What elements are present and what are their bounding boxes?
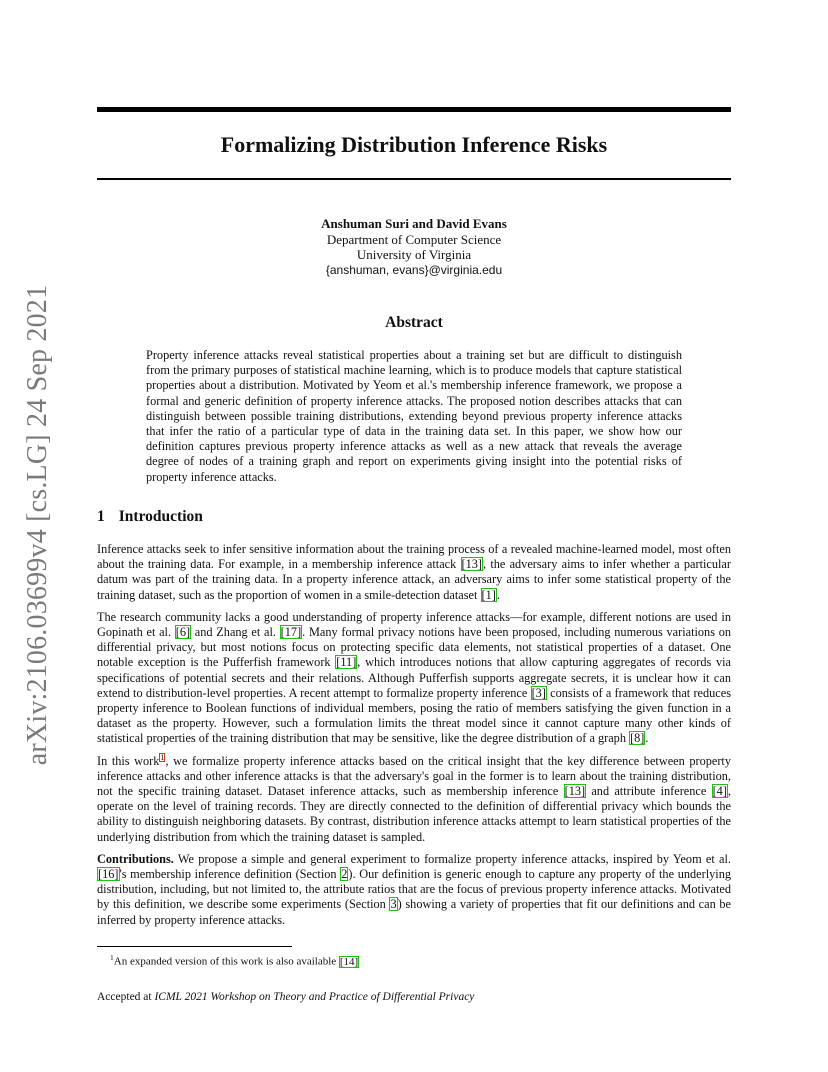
text-span: In this work: [97, 753, 160, 768]
text-span: .: [645, 731, 649, 746]
paper-title: Formalizing Distribution Inference Risks: [220, 132, 608, 157]
citation-link[interactable]: [11]: [336, 655, 357, 670]
title-top-rule: [97, 107, 731, 112]
section-body: [97, 542, 731, 935]
text-span: ) showing a variety of properties that fit our definitions and can be inferred by property inference attacks.: [97, 897, 731, 927]
text-span: , operate on the level of training records. They are directly connected to the definition of differential privacy which bounds the ability to distinguish neighboring datasets. By contrast, distribution inference attacks attempt to learn statistical properties of the underlying distribution from which the training dataset is sampled.: [97, 784, 731, 844]
paragraph-3: [97, 754, 731, 845]
paragraph-4: [97, 852, 731, 928]
text-span: , the adversary aims to infer whether a particular datum was part of the training data. In a property inference attack, an adversary aims to infer some statistical property of the training dataset, such as the proportion of women in a smile-detection dataset: [97, 557, 731, 602]
text-span: ). Our definition is generic enough to capture any property of the underlying distribution, including, but not limited to, the attribute ratios that are the focus of previous property inference attacks. Motivated by this definition, we describe some experiments (Section: [97, 867, 731, 912]
citation-link[interactable]: [16]: [98, 867, 119, 882]
section-title: Introduction: [118, 508, 203, 525]
text-span: .: [496, 587, 500, 602]
text-span: 's membership inference definition (Section: [119, 867, 341, 882]
text-span: . Many formal privacy notions have been proposed, including numerous variations on differential privacy, but most notions focus on protecting specific data elements, not statistical properties of a dataset. One notable exception is the Pufferfish framework: [97, 625, 731, 670]
author-department: Department of Computer Science: [326, 231, 502, 247]
text-span: We propose a simple and general experiment to formalize property inference attacks, inspired by Yeom et al.: [173, 851, 731, 866]
citation-link[interactable]: [8]: [630, 731, 645, 746]
abstract-text: Property inference attacks reveal statistical properties about a training set but are difficult to distinguish from the primary purposes of statistical machine learning, which is to produce models that capture statistical properties about a distribution. Motivated by Yeom et al.'s membership inference framework, we propose a formal and generic definition of property inference attacks. The proposed notion describes attacks that can distinguish between possible training distributions, extending beyond previous property inference attacks that infer the ratio of a particular type of data in the training data set. In this paper, we show how our definition captures previous property inference attacks as well as a new attack that reveals the average degree of nodes of a training graph and report on experiments giving insight into the potential risks of property inference attacks.: [146, 348, 682, 484]
footnote-text: An expanded version of this work is also available: [113, 955, 339, 968]
footnote: [110, 951, 359, 969]
text-span: consists of a framework that reduces property inference to Boolean functions of individual members, posing the ratio of members satisfying the given function in a dataset as the property. However, such a formulation limits the threat model since it cannot capture many other kinds of statistical properties of the training distribution that may be sensitive, like the degree distribution of a graph: [97, 685, 731, 746]
abstract-heading: Abstract: [385, 314, 443, 331]
arxiv-stamp-text: arXiv:2106.03699v4 [cs.LG] 24 Sep 2021: [22, 284, 53, 766]
text-span: The research community lacks a good understanding of property inference attacks—for example, different notions are used in Gopinath et al.: [97, 609, 731, 640]
footnote-number: 1: [110, 953, 114, 962]
text-span: Inference attacks seek to infer sensitive information about the training process of a revealed machine-learned model, most often about the training data. For example, in a membership inference attack: [97, 542, 731, 572]
citation-link[interactable]: [6]: [175, 625, 191, 640]
author-names: Anshuman Suri and David Evans: [321, 216, 507, 231]
citation-link[interactable]: [14]: [339, 955, 359, 968]
section-heading: [97, 508, 203, 526]
citation-link[interactable]: [13]: [461, 557, 482, 572]
title-bottom-rule: [97, 178, 731, 180]
citation-link[interactable]: [3]: [531, 685, 546, 700]
citation-link[interactable]: [1]: [481, 587, 496, 602]
section-ref-link[interactable]: 3: [390, 897, 397, 912]
citation-link[interactable]: [17]: [280, 625, 302, 640]
contributions-lead: Contributions.: [97, 851, 174, 866]
footnote-link[interactable]: 1: [160, 752, 165, 762]
paragraph-2: [97, 610, 731, 747]
citation-link[interactable]: [4]: [712, 784, 727, 799]
arxiv-stamp: [8, 284, 68, 766]
text-span: , we formalize property inference attacks based on the critical insight that the key difference between property inference attacks and other inference attacks is that the adversary's goal in the former is to learn about the training distribution, not the specific training dataset. Dataset inference attacks, such as membership inference: [97, 753, 731, 799]
footnote-rule: [97, 946, 292, 947]
author-university: University of Virginia: [356, 247, 472, 262]
author-email: {anshuman, evans}@virginia.edu: [325, 262, 503, 277]
text-span: , which introduces notions that allow capturing aggregates of records via specifications of potential secrets and their relations. Although Pufferfish supports aggregate secrets, it is unclear how it can extend to distribution-level properties. A recent attempt to formalize property inference: [97, 655, 731, 700]
section-ref-link[interactable]: 2: [341, 867, 348, 882]
author-block: [97, 216, 731, 278]
acceptance-prefix: Accepted at: [97, 991, 155, 1003]
acceptance-venue: ICML 2021 Workshop on Theory and Practice of Differential Privacy: [154, 991, 475, 1003]
paragraph-1: [97, 542, 731, 603]
text-span: and Zhang et al.: [191, 625, 280, 640]
acceptance-note: [97, 990, 474, 1004]
citation-link[interactable]: [13]: [564, 784, 586, 799]
section-number: 1: [97, 508, 105, 525]
text-span: and attribute inference: [586, 784, 712, 799]
